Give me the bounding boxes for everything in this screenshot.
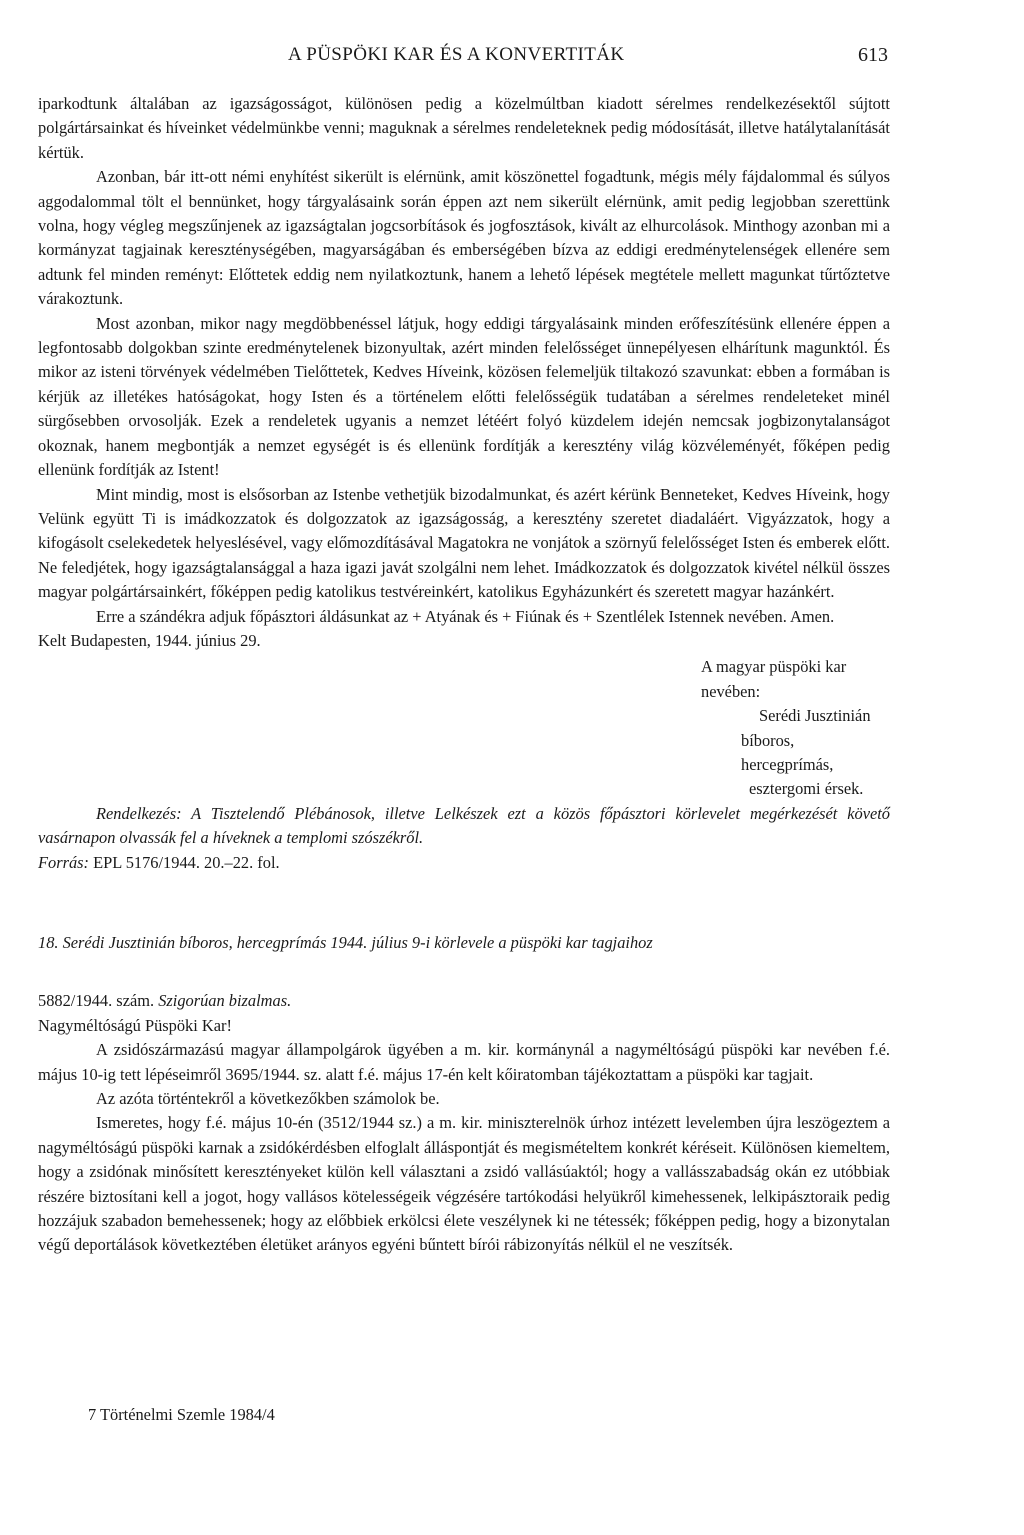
source-note: [38, 851, 890, 875]
signature-line: A magyar püspöki kar nevében:: [701, 657, 847, 701]
classification: Szigorúan bizalmas.: [158, 991, 292, 1011]
reference-line: [38, 989, 890, 1013]
page-footer: 7 Történelmi Szemle 1984/4: [88, 1405, 275, 1424]
paragraph: Mint mindig, most is elsősorban az Istenbe vethetjük bizodalmunkat, és azért kérünk Benneteket, Kedves Híveink, hogy Velünk együtt Ti is imádkozzatok és dolgozzatok az igazságosság, a keresztény szeretet diadaláért. Vigyázzatok, hogy a kifogásolt cselekedetek helyeslésével, vagy előmozdításával Magatokra ne vonjátok a szörnyű felelősséget Isten és emberek előtt. Ne feledjétek, hogy igazságtalansággal a haza igazi javát szolgálni nem lehet. Imádkozzatok és dolgozzatok kivétel nélkül összes magyar polgártársainkért, főképpen pedig katolikus testvéreinkért, katolikus Egyházunkért és szeretett magyar hazánkért.: [38, 484, 891, 602]
page-header: [38, 44, 888, 74]
reference-number: 5882/1944. szám.: [38, 991, 155, 1011]
running-title: A PÜSPÖKI KAR ÉS A KONVERTITÁK: [288, 44, 625, 65]
paragraph: iparkodtunk általában az igazságosságot, különösen pedig a közelmúltban kiadott sérelmes rendelkezésektől sújtott polgártársainkat és híveinket védelmünkbe venni; maguknak a sérelmes rendeleteknek pedig módosítását, illetve hatálytalanítását kértük.: [38, 94, 890, 162]
signature-line: esztergomi érsek.: [749, 779, 864, 799]
salutation: Nagyméltóságú Püspöki Kar!: [38, 1015, 232, 1035]
source-text: EPL 5176/1944. 20.–22. fol.: [89, 852, 280, 872]
page-number: 613: [858, 44, 888, 66]
dateline: Kelt Budapesten, 1944. június 29.: [38, 630, 261, 650]
letter-paragraph: Az azóta történtekről a következőkben számolok be.: [96, 1089, 440, 1109]
body-text: [38, 92, 890, 1258]
signature-line: Serédi Jusztinián: [759, 706, 871, 726]
spacer: [38, 955, 890, 989]
signature-line: bíboros, hercegprímás,: [741, 730, 834, 774]
source-label: Forrás:: [38, 852, 89, 872]
paragraph: Most azonban, mikor nagy megdöbbenéssel látjuk, hogy eddigi tárgyalásaink minden erőfeszítésünk ellenére éppen a legfontosabb dolgokban szinte eredménytelenek bizonyultak, azért minden felelősséget ünnepélyesen elhárítunk magunktól. És mikor az isteni törvények védelmében Tielőttetek, Kedves Híveink, közösen felemeljük tiltakozó szavunkat: ebben a formában is kérjük az illetékes hatóságokat, hogy Isten és a történelem előtti felelősségük tudatában a sérelmes rendeleteket minél sürgősebben orvosolják. Ezek a rendeletek ugyanis a nemzet létéért folyó küzdelem idején nemcsak jogbizonytalanságot okoznak, hanem megbontják a nemzet egységét is és ellenünk fordítják a keresztény világ közvéleményét, főképen pedig ellenünk fordítják az Istent!: [38, 313, 890, 480]
disposition-note: Rendelkezés: A Tisztelendő Plébánosok, illetve Lelkészek ezt a közös főpásztori körlevelet megérkezését követő vasárnapon olvassák fel a híveknek a templomi szószékről.: [38, 803, 890, 848]
signature-block: [701, 655, 890, 801]
letter-paragraph: Ismeretes, hogy f.é. május 10-én (3512/1944 sz.) a m. kir. miniszterelnök úrhoz intézett levelemben újra leszögeztem a nagyméltóságú püspöki karnak a zsidókérdésben elfoglalt álláspontját és megismételtem konkrét kéréseit. Különösen kiemeltem, hogy a zsidónak minősített keresztényeket külön kell választani a zsidó vallásúaktól; hogy a vallásszabadság okán ez utóbbiak részére biztosítani kell a jogot, hogy vallásos kötelességeik végzésére tartókodási helyükről kimehessenek, lelkipásztoraik pedig hozzájuk szabadon bemehessenek; hogy az előbbiek erkölcsi élete veszélynek ki ne tétessék; főképpen pedig, hogy a bizonytalan végű deportálások következtében életüket arányos egyéni bűntett bírói rábizonyítás nélkül el ne veszítsék.: [38, 1113, 890, 1255]
paragraph: Azonban, bár itt-ott némi enyhítést sikerült is elérnünk, amit köszönettel fogadtunk, mégis mély fájdalommal és súlyos aggodalommal tölt el bennünket, hogy tárgyalásaink során éppen azt nem sikerült elérnünk, amit pedig legjobban szerettünk volna, hogy végleg megszűnjenek az igazságtalan jogcsorbítások és jogfosztások, kivált az elhurcolások. Minthogy azonban mi a kormányzat tagjainak kereszténységében, magyarságában és emberségében bízva az eddigi eredménytelenségek ellenére sem adtunk fel minden reményt: Előttetek eddig nem nyilatkoztunk, hanem a lehető lépések megtétele mellett magunkat tűrtőztetve várakoztunk.: [38, 167, 890, 309]
letter-paragraph: A zsidószármazású magyar állampolgárok ügyében a m. kir. kormánynál a nagyméltóságú püspöki kar nevében f.é. május 10-ig tett lépéseimről 3695/1944. sz. alatt f.é. május 17-én kelt kőiratomban tájékoztattam a püspöki kar tagjait.: [38, 1040, 890, 1084]
document-heading: 18. Serédi Jusztinián bíboros, hercegprímás 1944. július 9-i körlevele a püspöki kar tagjaihoz: [38, 933, 653, 952]
paragraph: Erre a szándékra adjuk főpásztori áldásunkat az + Atyának és + Fiúnak és + Szentlélek Istennek nevében. Amen.: [96, 606, 835, 626]
